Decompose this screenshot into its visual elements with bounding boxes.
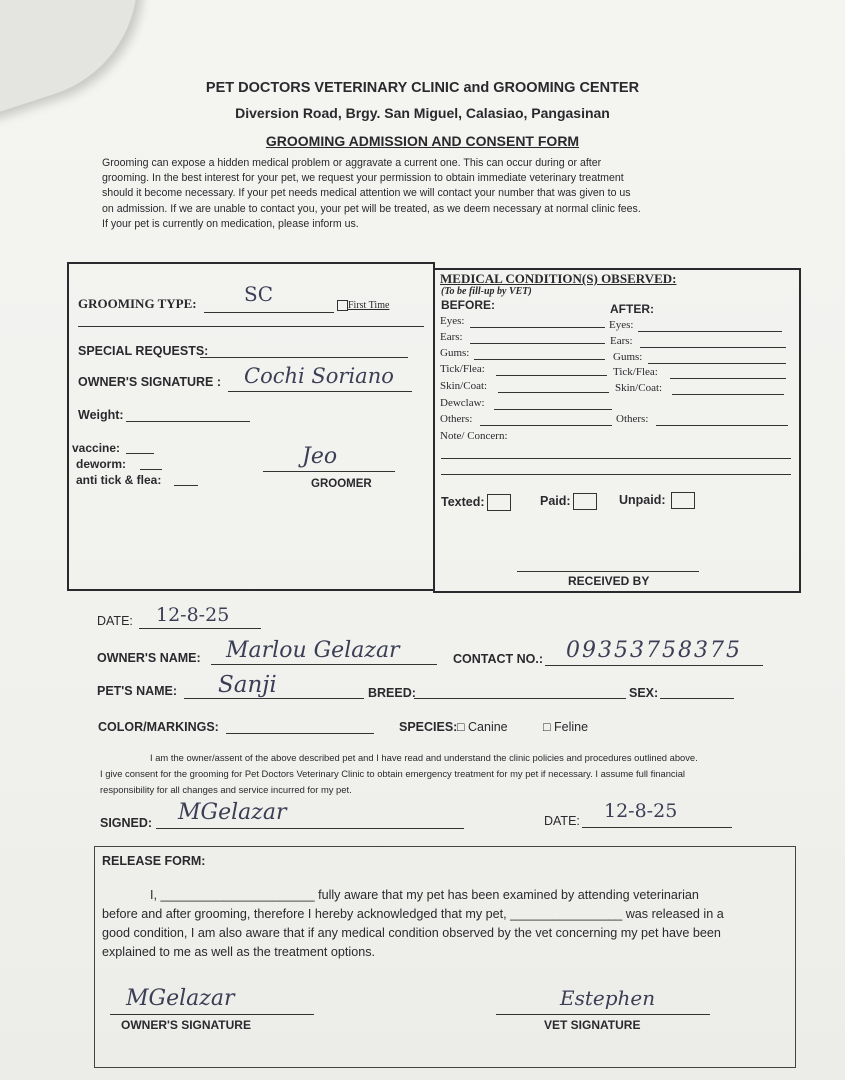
medical-subtitle: (To be fill-up by VET) bbox=[441, 286, 532, 297]
signed-line[interactable] bbox=[156, 828, 464, 829]
weight-label: Weight: bbox=[78, 408, 124, 422]
after-skin-coat: Skin/Coat: bbox=[615, 382, 663, 394]
weight-line[interactable] bbox=[126, 421, 250, 422]
feline-option[interactable]: □ Feline bbox=[543, 720, 589, 734]
after-skin-coat-line[interactable] bbox=[672, 394, 784, 395]
consent-line: responsibility for all changes and service incurred for my pet. bbox=[100, 784, 352, 795]
after-gums: Gums: bbox=[613, 351, 643, 363]
texted-label: Texted: bbox=[441, 494, 485, 509]
deworm-label: deworm: bbox=[76, 457, 127, 471]
signed-label: SIGNED: bbox=[100, 816, 153, 830]
after-gums-line[interactable] bbox=[648, 363, 786, 364]
after-ears-line[interactable] bbox=[640, 347, 786, 348]
before-others: Others: bbox=[440, 413, 473, 425]
anti-tick-label: anti tick & flea: bbox=[76, 473, 162, 487]
release-line: explained to me as well as the treatment options. bbox=[102, 945, 376, 959]
release-line: I, ______________________ fully aware that my pet has been examined by attending veterinarian bbox=[150, 888, 699, 902]
release-form-title: RELEASE FORM: bbox=[102, 854, 206, 868]
groomer-label: GROOMER bbox=[311, 478, 372, 490]
deworm-line[interactable] bbox=[140, 469, 162, 470]
grooming-type-label: GROOMING TYPE: bbox=[78, 296, 197, 311]
after-others-line[interactable] bbox=[656, 425, 788, 426]
before-dewclaw-line[interactable] bbox=[494, 409, 612, 410]
vaccine-line[interactable] bbox=[126, 453, 154, 454]
paid-checkbox[interactable] bbox=[573, 493, 597, 510]
color-markings-line[interactable] bbox=[226, 733, 374, 734]
owner-signature-release-line[interactable] bbox=[110, 1014, 314, 1015]
special-requests-line[interactable] bbox=[200, 357, 408, 358]
first-time-option[interactable] bbox=[337, 300, 389, 311]
color-markings-label: COLOR/MARKINGS: bbox=[98, 720, 219, 734]
owner-signature-value: Cochi Soriano bbox=[244, 364, 394, 388]
before-dewclaw: Dewclaw: bbox=[440, 397, 485, 409]
before-gums-line[interactable] bbox=[474, 359, 605, 360]
after-ears: Ears: bbox=[610, 335, 633, 347]
after-eyes: Eyes: bbox=[609, 319, 634, 331]
special-requests-label: SPECIAL REQUESTS: bbox=[78, 344, 209, 358]
intro-line: grooming. In the best interest for your pet, we request your permission to obtain immediate veterinary treatment bbox=[102, 172, 624, 185]
breed-label: BREED: bbox=[368, 686, 416, 700]
texted-option[interactable] bbox=[441, 494, 511, 511]
owner-signature-release-value: MGelazar bbox=[126, 986, 235, 1011]
contact-value: 09353758375 bbox=[566, 638, 742, 663]
paid-option[interactable] bbox=[540, 493, 597, 510]
owner-name-label: OWNER'S NAME: bbox=[97, 651, 201, 665]
contact-line[interactable] bbox=[545, 665, 763, 666]
after-tick-flea-line[interactable] bbox=[670, 378, 786, 379]
unpaid-label: Unpaid: bbox=[619, 492, 666, 507]
date-value: 12-8-25 bbox=[156, 604, 230, 626]
signed-date-value: 12-8-25 bbox=[604, 800, 678, 822]
before-tick-flea: Tick/Flea: bbox=[440, 363, 485, 375]
signed-date-line[interactable] bbox=[582, 827, 732, 828]
medical-title: MEDICAL CONDITION(S) OBSERVED: bbox=[440, 271, 677, 286]
signed-date-label: DATE: bbox=[544, 814, 580, 828]
vet-signature-label: VET SIGNATURE bbox=[544, 1018, 641, 1032]
release-line: before and after grooming, therefore I hereby acknowledged that my pet, ________________ was released in a bbox=[102, 907, 724, 921]
owner-signature-release-label: OWNER'S SIGNATURE bbox=[121, 1018, 251, 1032]
first-time-label: First Time bbox=[348, 300, 390, 311]
unpaid-option[interactable] bbox=[619, 492, 695, 509]
first-time-checkbox[interactable] bbox=[337, 300, 348, 311]
before-tick-flea-line[interactable] bbox=[496, 375, 607, 376]
pet-name-label: PET'S NAME: bbox=[97, 684, 178, 698]
clinic-address: Diversion Road, Brgy. San Miguel, Calasiao, Pangasinan bbox=[235, 105, 610, 121]
before-skin-coat: Skin/Coat: bbox=[440, 380, 488, 392]
groomer-line[interactable] bbox=[263, 471, 395, 472]
breed-line[interactable] bbox=[414, 698, 626, 699]
consent-line: I give consent for the grooming for Pet Doctors Veterinary Clinic to obtain emergency treatment for my pet if necessary. I assume full financial bbox=[100, 768, 685, 779]
intro-line: should it become necessary. If your pet needs medical attention we will contact your number that was given to us bbox=[102, 187, 631, 200]
note-line-1[interactable] bbox=[441, 458, 791, 459]
after-eyes-line[interactable] bbox=[638, 331, 782, 332]
pet-name-value: Sanji bbox=[218, 672, 277, 698]
grooming-type-value: SC bbox=[244, 282, 274, 306]
before-ears-line[interactable] bbox=[470, 343, 605, 344]
owner-signature-line[interactable] bbox=[228, 391, 412, 392]
paid-label: Paid: bbox=[540, 493, 571, 508]
before-eyes: Eyes: bbox=[440, 315, 465, 327]
intro-line: on admission. If we are unable to contact you, your pet will be treated, as we deem necessary at normal clinic fees. bbox=[102, 202, 641, 215]
note-line-2[interactable] bbox=[441, 474, 791, 475]
before-label: BEFORE: bbox=[441, 298, 495, 312]
intro-paragraph bbox=[102, 156, 742, 232]
clinic-name: PET DOCTORS VETERINARY CLINIC and GROOMING CENTER bbox=[205, 80, 640, 96]
sex-line[interactable] bbox=[660, 698, 734, 699]
signed-value: MGelazar bbox=[178, 800, 287, 825]
vet-signature-value: Estephen bbox=[560, 986, 656, 1010]
texted-checkbox[interactable] bbox=[487, 494, 511, 511]
date-label: DATE: bbox=[97, 614, 133, 628]
anti-tick-line[interactable] bbox=[174, 485, 198, 486]
folded-corner bbox=[0, 0, 169, 116]
form-title: GROOMING ADMISSION AND CONSENT FORM bbox=[265, 133, 580, 149]
grooming-type-line[interactable] bbox=[204, 312, 334, 313]
owner-signature-label: OWNER'S SIGNATURE : bbox=[78, 375, 222, 389]
note-concern-label: Note/ Concern: bbox=[440, 430, 508, 442]
vaccine-label: vaccine: bbox=[72, 441, 121, 455]
contact-label: CONTACT NO.: bbox=[453, 652, 544, 666]
after-others: Others: bbox=[616, 413, 649, 425]
species-label: SPECIES: bbox=[399, 720, 458, 734]
date-line[interactable] bbox=[139, 628, 261, 629]
grooming-type-extra-line bbox=[78, 326, 424, 327]
before-skin-coat-line[interactable] bbox=[498, 392, 609, 393]
after-tick-flea: Tick/Flea: bbox=[613, 366, 658, 378]
release-paragraph bbox=[102, 886, 792, 962]
canine-option[interactable]: □ Canine bbox=[457, 720, 508, 734]
before-eyes-line[interactable] bbox=[470, 327, 605, 328]
consent-line: I am the owner/assent of the above described pet and I have read and understand the clinic policies and procedures outlined above. bbox=[150, 752, 698, 763]
owner-name-value: Marlou Gelazar bbox=[226, 638, 400, 663]
unpaid-checkbox[interactable] bbox=[671, 492, 695, 509]
sex-label: SEX: bbox=[629, 686, 659, 700]
after-label: AFTER: bbox=[610, 302, 654, 316]
pet-name-line[interactable] bbox=[184, 698, 364, 699]
intro-line: If your pet is currently on medication, please inform us. bbox=[102, 217, 359, 230]
vet-signature-line[interactable] bbox=[496, 1014, 710, 1015]
received-by-line[interactable] bbox=[517, 571, 699, 572]
intro-line: Grooming can expose a hidden medical problem or aggravate a current one. This can occur during or after bbox=[102, 157, 602, 169]
before-others-line[interactable] bbox=[480, 425, 612, 426]
before-ears: Ears: bbox=[440, 331, 463, 343]
before-gums: Gums: bbox=[440, 347, 470, 359]
received-by-label: RECEIVED BY bbox=[568, 574, 650, 588]
groomer-value: Jeo bbox=[302, 444, 338, 469]
owner-name-line[interactable] bbox=[211, 664, 437, 665]
release-line: good condition, I am also aware that if any medical condition observed by the vet concerning my pet have been bbox=[102, 926, 721, 940]
